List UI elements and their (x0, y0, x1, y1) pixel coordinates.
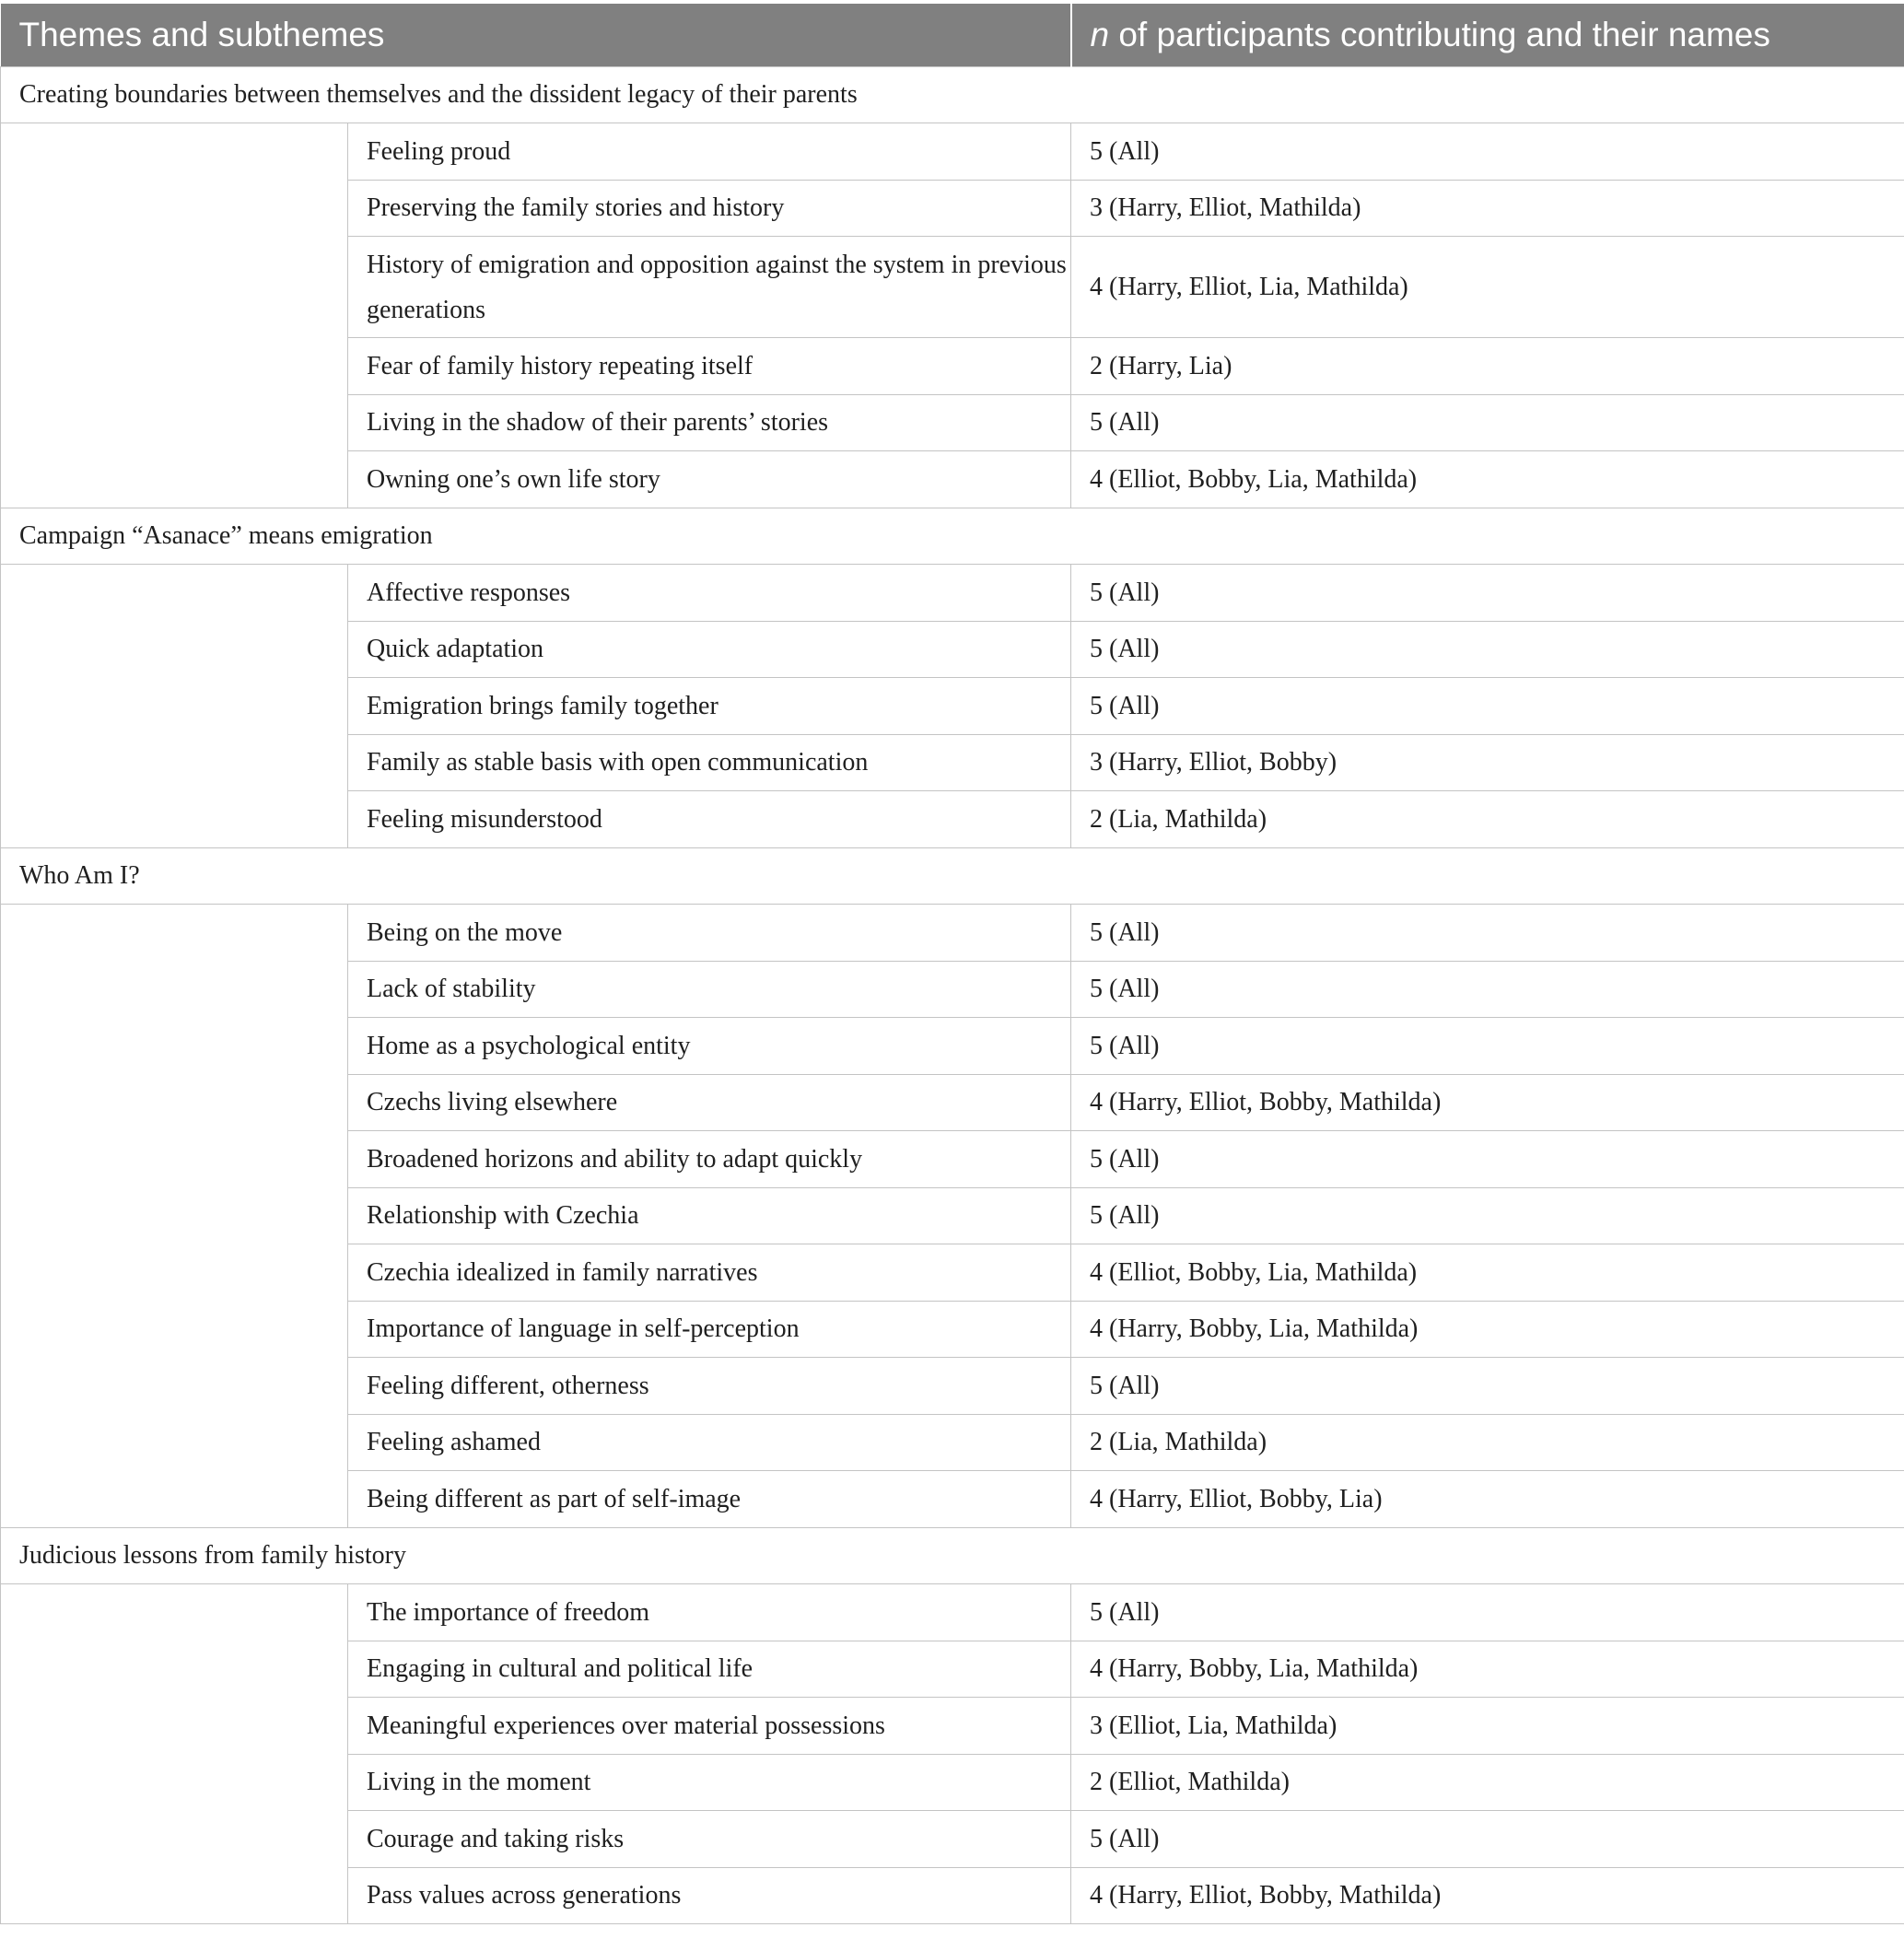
theme-indent-cell (1, 123, 348, 508)
participant-count: 4 (Elliot, Bobby, Lia, Mathilda) (1071, 1244, 1904, 1302)
header-themes: Themes and subthemes (1, 4, 1071, 66)
subtheme-name: History of emigration and opposition against the system in previous generations (348, 237, 1071, 338)
participant-count: 5 (All) (1071, 1584, 1904, 1641)
participant-count: 5 (All) (1071, 621, 1904, 678)
participant-count: 4 (Harry, Elliot, Bobby, Mathilda) (1071, 1074, 1904, 1131)
participant-count: 5 (All) (1071, 394, 1904, 451)
participant-count: 4 (Harry, Bobby, Lia, Mathilda) (1071, 1641, 1904, 1698)
theme-row (1, 508, 1904, 565)
theme-indent-cell (1, 1584, 348, 1924)
subtheme-row (1, 123, 1904, 181)
participant-count: 3 (Harry, Elliot, Bobby) (1071, 734, 1904, 791)
subtheme-row (1, 565, 1904, 622)
subtheme-name: Owning one’s own life story (348, 451, 1071, 508)
subtheme-name: Feeling ashamed (348, 1414, 1071, 1471)
subtheme-name: Czechia idealized in family narratives (348, 1244, 1071, 1302)
theme-indent-cell (1, 565, 348, 848)
participant-count: 4 (Elliot, Bobby, Lia, Mathilda) (1071, 451, 1904, 508)
theme-title: Who Am I? (1, 847, 1904, 905)
subtheme-name: The importance of freedom (348, 1584, 1071, 1641)
subtheme-name: Being on the move (348, 905, 1071, 962)
participant-count: 2 (Lia, Mathilda) (1071, 1414, 1904, 1471)
header-participants (1071, 4, 1904, 66)
theme-indent-cell (1, 905, 348, 1528)
subtheme-name: Pass values across generations (348, 1867, 1071, 1924)
header-participants-rest: of participants contributing and their names (1109, 15, 1770, 53)
participant-count: 5 (All) (1071, 565, 1904, 622)
participant-count: 4 (Harry, Elliot, Bobby, Mathilda) (1071, 1867, 1904, 1924)
subtheme-name: Importance of language in self-perception (348, 1301, 1071, 1358)
subtheme-name: Home as a psychological entity (348, 1018, 1071, 1075)
theme-title: Creating boundaries between themselves and the dissident legacy of their parents (1, 66, 1904, 123)
subtheme-row (1, 1584, 1904, 1641)
subtheme-name: Engaging in cultural and political life (348, 1641, 1071, 1698)
subtheme-name: Fear of family history repeating itself (348, 338, 1071, 395)
participant-count: 4 (Harry, Elliot, Bobby, Lia) (1071, 1471, 1904, 1528)
participant-count: 5 (All) (1071, 1131, 1904, 1188)
participant-count: 5 (All) (1071, 123, 1904, 181)
table-body (1, 66, 1904, 1924)
participant-count: 2 (Lia, Mathilda) (1071, 791, 1904, 848)
theme-row (1, 847, 1904, 905)
subtheme-name: Quick adaptation (348, 621, 1071, 678)
header-row (1, 4, 1904, 66)
header-n: n (1090, 15, 1110, 53)
participant-count: 4 (Harry, Bobby, Lia, Mathilda) (1071, 1301, 1904, 1358)
theme-title: Judicious lessons from family history (1, 1527, 1904, 1584)
subtheme-name: Affective responses (348, 565, 1071, 622)
subtheme-name: Living in the shadow of their parents’ stories (348, 394, 1071, 451)
participant-count: 5 (All) (1071, 905, 1904, 962)
participant-count: 5 (All) (1071, 1811, 1904, 1868)
participant-count: 4 (Harry, Elliot, Lia, Mathilda) (1071, 237, 1904, 338)
subtheme-name: Meaningful experiences over material possessions (348, 1698, 1071, 1755)
subtheme-name: Feeling misunderstood (348, 791, 1071, 848)
subtheme-name: Courage and taking risks (348, 1811, 1071, 1868)
participant-count: 5 (All) (1071, 678, 1904, 735)
subtheme-name: Feeling different, otherness (348, 1358, 1071, 1415)
subtheme-name: Broadened horizons and ability to adapt quickly (348, 1131, 1071, 1188)
subtheme-name: Feeling proud (348, 123, 1071, 181)
participant-count: 5 (All) (1071, 1358, 1904, 1415)
subtheme-name: Emigration brings family together (348, 678, 1071, 735)
subtheme-name: Relationship with Czechia (348, 1187, 1071, 1244)
subtheme-name: Being different as part of self-image (348, 1471, 1071, 1528)
subtheme-name: Czechs living elsewhere (348, 1074, 1071, 1131)
participant-count: 2 (Elliot, Mathilda) (1071, 1754, 1904, 1811)
participant-count: 5 (All) (1071, 1187, 1904, 1244)
themes-table (0, 4, 1904, 1924)
participant-count: 5 (All) (1071, 1018, 1904, 1075)
subtheme-name: Living in the moment (348, 1754, 1071, 1811)
participant-count: 3 (Elliot, Lia, Mathilda) (1071, 1698, 1904, 1755)
subtheme-name: Lack of stability (348, 961, 1071, 1018)
theme-title: Campaign “Asanace” means emigration (1, 508, 1904, 565)
theme-row (1, 66, 1904, 123)
subtheme-row (1, 905, 1904, 962)
subtheme-name: Preserving the family stories and history (348, 180, 1071, 237)
participant-count: 2 (Harry, Lia) (1071, 338, 1904, 395)
subtheme-name: Family as stable basis with open communication (348, 734, 1071, 791)
theme-row (1, 1527, 1904, 1584)
participant-count: 5 (All) (1071, 961, 1904, 1018)
participant-count: 3 (Harry, Elliot, Mathilda) (1071, 180, 1904, 237)
